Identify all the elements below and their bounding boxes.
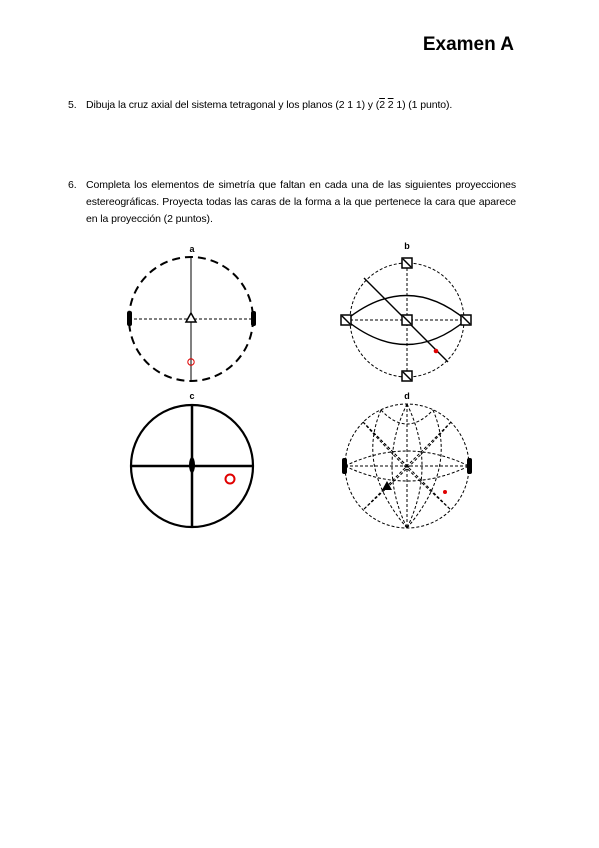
twofold-axis-left xyxy=(127,311,132,326)
question-5 xyxy=(68,97,516,114)
overbar-index-2: 2 xyxy=(387,99,394,111)
threefold-axis-triangle xyxy=(186,313,196,322)
twofold-axis-right xyxy=(251,311,256,326)
fourfold-axis-center xyxy=(402,315,412,325)
stereogram-b xyxy=(336,238,481,383)
question-6-number: 6. xyxy=(68,179,77,191)
face-pole xyxy=(434,349,439,354)
face-pole xyxy=(226,475,235,484)
figure-c-label: c xyxy=(189,391,195,401)
question-5-number: 5. xyxy=(68,99,77,111)
fourfold-axis-right xyxy=(461,315,471,325)
stereogram-c xyxy=(122,388,267,533)
figure-a-label: a xyxy=(189,244,195,254)
stereogram-d xyxy=(336,388,481,533)
fourfold-axis-top xyxy=(402,258,412,268)
question-6 xyxy=(68,177,516,228)
question-6-text: Completa los elementos de simetría que faltan en cada una de las siguientes proyecciones estereográficas. Proyecta todas las caras de la forma a la que pertenece la cara que aparece en la proyección (2 puntos). xyxy=(86,179,516,225)
twofold-axis-left xyxy=(342,458,347,474)
twofold-axis-center xyxy=(189,457,195,473)
exam-title: Examen A xyxy=(422,34,514,55)
center-point xyxy=(406,465,409,468)
overbar-index-1: 2 xyxy=(379,99,385,111)
figure-b-label: b xyxy=(404,241,410,251)
stereogram-a xyxy=(120,238,265,383)
figure-d-label: d xyxy=(404,391,410,401)
face-pole xyxy=(443,490,447,494)
twofold-axis-right xyxy=(467,458,472,474)
question-5-text: Dibuja la cruz axial del sistema tetragonal y los planos (2 1 1) y (2 2 1) (1 punto). xyxy=(86,99,453,111)
fourfold-axis-left xyxy=(341,315,351,325)
fourfold-axis-bottom xyxy=(402,371,412,381)
